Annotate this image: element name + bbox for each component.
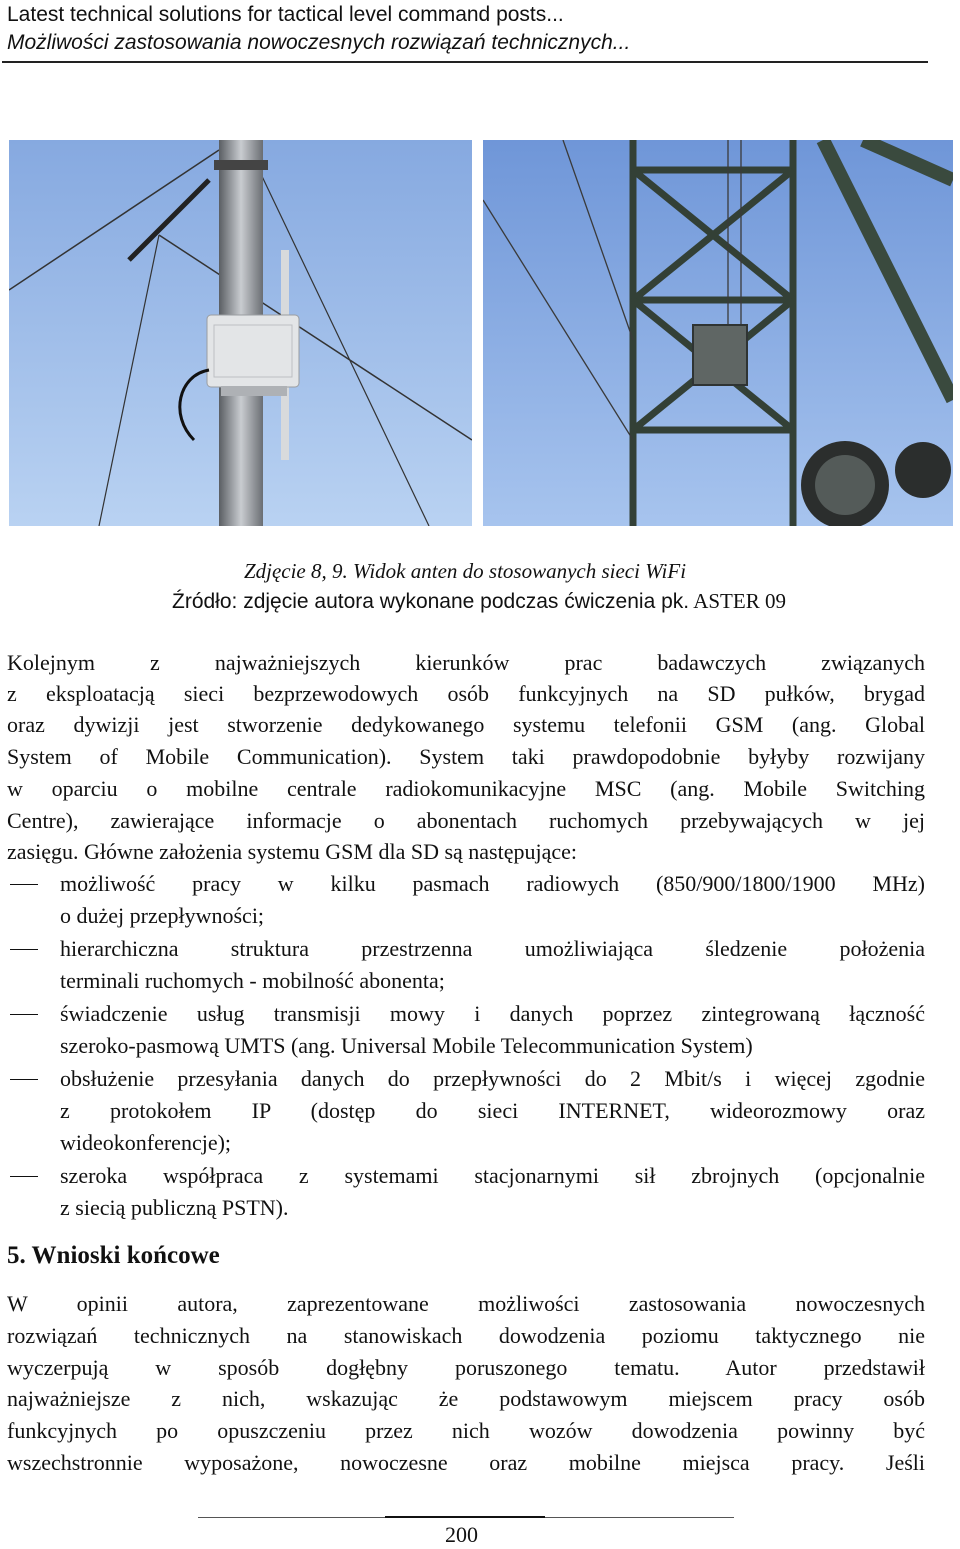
list-bullet-dash: [10, 1014, 38, 1015]
figure-caption: Zdjęcie 8, 9. Widok anten do stosowanych sieci WiFi: [243, 559, 687, 583]
body-line: w oparciu o mobilne centrale radiokomunikacyjne MSC (ang. Mobile Switching: [7, 776, 925, 801]
body-line: oraz dywizji jest stworzenie dedykowanego systemu telefonii GSM (ang. Global: [7, 712, 925, 737]
photo-wifi-antenna-mast: [9, 140, 472, 526]
body-line: z eksploatacją sieci bezprzewodowych osób funkcyjnych na SD pułków, brygad: [7, 681, 925, 706]
body-line: System of Mobile Communication). System taki prawdopodobnie byłyby rozwijany: [7, 744, 925, 769]
list-bullet-dash: [10, 1079, 38, 1080]
body-line: rozwiązań technicznych na stanowiskach dowodzenia poziomu taktycznego nie: [7, 1323, 925, 1348]
list-item-line: terminali ruchomych - mobilność abonenta;: [60, 968, 445, 993]
body-line: wszechstronnie wyposażone, nowoczesne oraz mobilne miejsca pracy. Jeśli: [7, 1450, 925, 1475]
list-item-line: szeroka współpraca z systemami stacjonarnymi sił zbrojnych (opcjonalnie: [60, 1163, 925, 1188]
section-heading: 5. Wnioski końcowe: [7, 1242, 220, 1269]
list-bullet-dash: [10, 949, 38, 950]
list-bullet-dash: [10, 1176, 38, 1177]
figure-source-text: Źródło: zdjęcie autora wykonane podczas ćwiczenia pk.: [172, 590, 690, 613]
list-item-line: szeroko-pasmową UMTS (ang. Universal Mobile Telecommunication System): [60, 1033, 753, 1058]
body-line: najważniejsze z nich, wskazując że podstawowym miejscem pracy osób: [7, 1386, 925, 1411]
body-line: Kolejnym z najważniejszych kierunków prac badawczych związanych: [7, 650, 925, 675]
list-bullet-dash: [10, 884, 38, 885]
list-item-line: z siecią publiczną PSTN).: [60, 1195, 289, 1220]
list-item-line: z protokołem IP (dostęp do sieci INTERNET, wideorozmowy oraz: [60, 1098, 925, 1123]
list-item-line: o dużej przepływności;: [60, 903, 265, 928]
running-header-title: Latest technical solutions for tactical level command posts...: [7, 3, 564, 26]
body-line: funkcyjnych po opuszczeniu przez nich wozów dowodzenia powinny być: [7, 1418, 925, 1443]
footer-divider-accent: [385, 1516, 545, 1518]
body-line: Centre), zawierające informacje o abonentach ruchomych przebywających w jej: [7, 808, 925, 833]
running-header-subtitle: Możliwości zastosowania nowoczesnych rozwiązań technicznych...: [7, 31, 631, 54]
body-line: wyczerpują w sposób dogłębny poruszonego tematu. Autor przedstawił: [7, 1355, 925, 1380]
list-item-line: hierarchiczna struktura przestrzenna umożliwiająca śledzenie położenia: [60, 936, 925, 961]
list-item-line: wideokonferencje);: [60, 1130, 232, 1155]
list-item-line: świadczenie usług transmisji mowy i danych poprzez zintegrowaną łączność: [60, 1001, 925, 1026]
figure-source: [172, 588, 786, 615]
header-divider: [2, 61, 928, 63]
body-line: W opinii autora, zaprezentowane możliwości zastosowania nowoczesnych: [7, 1291, 925, 1316]
list-item-line: możliwość pracy w kilku pasmach radiowych (850/900/1800/1900 MHz): [60, 871, 925, 896]
page-number: 200: [445, 1522, 478, 1547]
list-item-line: obsłużenie przesyłania danych do przepływności do 2 Mbit/s i więcej zgodnie: [60, 1066, 925, 1091]
photo-wifi-antenna-lattice-tower: [483, 140, 953, 526]
body-line: zasięgu. Główne założenia systemu GSM dla SD są następujące:: [7, 839, 578, 864]
figure-source-event: ASTER 09: [689, 589, 786, 613]
